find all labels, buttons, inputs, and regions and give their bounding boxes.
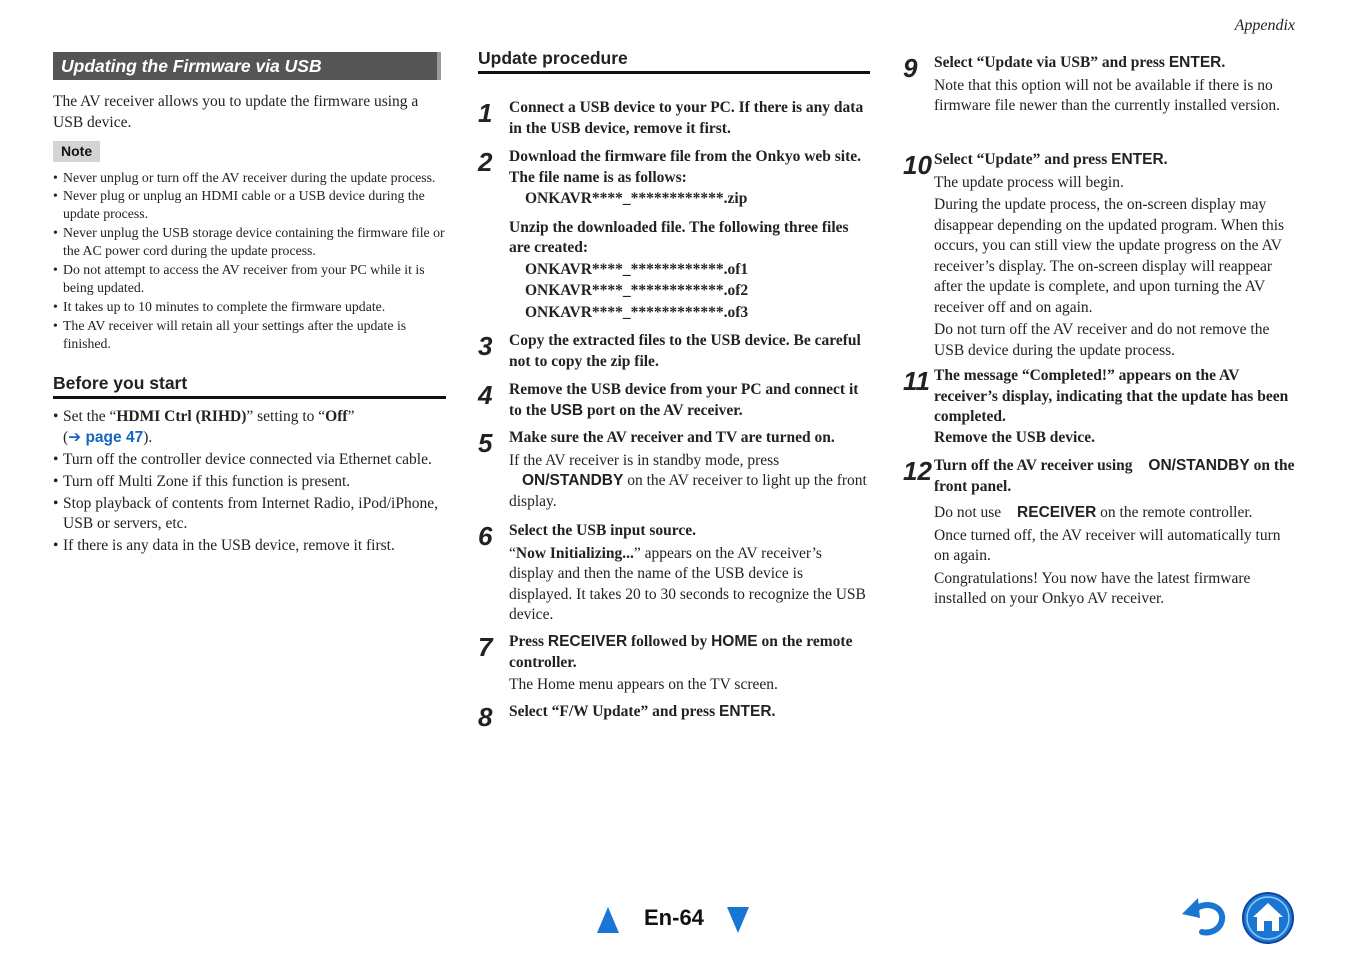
step-number: 10 <box>903 150 932 180</box>
note-label: Note <box>53 141 100 162</box>
step-title: Select “F/W Update” and press ENTER. <box>509 703 776 720</box>
enter-key: ENTER <box>1168 54 1222 71</box>
before-item: • If there is any data in the USB device, remove it first. <box>53 536 446 557</box>
before-item: • Turn off Multi Zone if this function is present. <box>53 472 446 493</box>
step-title: Select “Update via USB” and press ENTER. <box>934 54 1226 71</box>
left-column <box>53 52 446 558</box>
step-2 <box>478 147 870 323</box>
step-body: Note that this option will not be available if there is no firmware file newer than the currently installed version. <box>934 76 1281 114</box>
step-8 <box>478 702 870 732</box>
step-6 <box>478 521 870 626</box>
unzip-instruction: Unzip the downloaded file. The following three files are created: <box>509 218 849 256</box>
step-7 <box>478 632 870 696</box>
step-number: 7 <box>478 632 493 662</box>
step-3 <box>478 331 870 372</box>
before-list <box>53 407 446 557</box>
note-item: • Do not attempt to access the AV receiver from your PC while it is being updated. <box>53 261 446 297</box>
page-47-link[interactable]: ➔ page 47 <box>68 428 144 446</box>
step-1 <box>478 98 870 139</box>
back-arrow-icon[interactable] <box>1180 896 1230 938</box>
update-procedure-heading: Update procedure <box>478 46 870 74</box>
step-body: Once turned off, the AV receiver will automatically turn on again. <box>934 526 1281 564</box>
triangle-down-icon[interactable] <box>727 907 749 933</box>
step-body: Do not use RECEIVER on the remote controller. <box>934 504 1253 521</box>
triangle-up-icon[interactable] <box>597 907 619 933</box>
step-title: The message “Completed!” appears on the AV receiver’s display, indicating that the update has been completed. <box>934 367 1289 425</box>
step-number: 6 <box>478 521 493 551</box>
intro-text: The AV receiver allows you to update the firmware using a USB device. <box>53 93 419 131</box>
page-number: En-64 <box>644 905 704 930</box>
step-number: 3 <box>478 331 493 361</box>
receiver-key: RECEIVER <box>1017 504 1097 521</box>
on-standby-key: ON/STANDBY <box>1148 457 1250 474</box>
step-title: Make sure the AV receiver and TV are turned on. <box>509 429 835 446</box>
step-body: During the update process, the on-screen display may disappear depending on the updated program. When this occurs, you can still view the update progress on the AV receiver’s display. The on-screen display will reappear after the update is complete, and upon turning the AV receiver off and on again. <box>934 196 1285 316</box>
note-item: • The AV receiver will retain all your settings after the update is finished. <box>53 317 446 353</box>
step-12 <box>903 456 1295 610</box>
firmware-file-2: ONKAVR****_************.of2 <box>525 282 749 299</box>
usb-port-key: USB <box>550 401 584 419</box>
step-number: 12 <box>903 456 932 486</box>
step-body: If the AV receiver is in standby mode, press ON/STANDBY on the AV receiver to light up the front display. <box>509 451 867 510</box>
step-number: 11 <box>903 366 930 396</box>
note-item: • Never unplug or turn off the AV receiver during the update process. <box>53 169 446 187</box>
step-number: 1 <box>478 98 493 128</box>
step-title: Turn off the AV receiver using ON/STANDBY on the front panel. <box>934 457 1295 495</box>
before-item: • Turn off the controller device connected via Ethernet cable. <box>53 450 446 471</box>
step-body: Congratulations! You now have the latest firmware installed on your Onkyo AV receiver. <box>934 569 1251 607</box>
step-title: Copy the extracted files to the USB device. Be careful not to copy the zip file. <box>509 332 861 370</box>
step-number: 5 <box>478 428 493 458</box>
note-item: • Never plug or unplug an HDMI cable or a USB device during the update process. <box>53 187 446 223</box>
section-label: Appendix <box>1234 17 1295 34</box>
before-you-start-heading: Before you start <box>53 371 446 399</box>
step-11 <box>903 366 1295 448</box>
step-body: “Now Initializing...” appears on the AV receiver’s display and then the name of the USB device is displayed. It takes 20 to 30 seconds to recognize the USB device. <box>509 544 866 623</box>
home-key: HOME <box>711 633 758 650</box>
step-title: Download the firmware file from the Onkyo web site. The file name is as follows: <box>509 148 862 186</box>
before-item: • Set the “HDMI Ctrl (RIHD)” setting to “Off” (➔ page 47). <box>53 407 446 448</box>
receiver-key: RECEIVER <box>547 633 628 650</box>
step-body: The update process will begin. <box>934 173 1124 191</box>
note-item: • Never unplug the USB storage device containing the firmware file or the AC power cord during the update process. <box>53 224 446 260</box>
zip-filename: ONKAVR****_************.zip <box>525 190 748 207</box>
note-item: • It takes up to 10 minutes to complete the firmware update. <box>53 298 446 316</box>
step-5 <box>478 428 870 512</box>
step-title: Remove the USB device. <box>934 428 1095 446</box>
step-title: Press RECEIVER followed by HOME on the remote controller. <box>509 633 853 671</box>
step-number: 9 <box>903 53 918 83</box>
step-body: Do not turn off the AV receiver and do not remove the USB device during the update process. <box>934 321 1270 359</box>
note-list <box>53 169 446 354</box>
step-title: Connect a USB device to your PC. If there is any data in the USB device, remove it first. <box>509 99 864 137</box>
home-icon[interactable] <box>1241 891 1295 945</box>
step-number: 8 <box>478 702 493 732</box>
step-10 <box>903 150 1295 361</box>
on-standby-key: ON/STANDBY <box>522 472 624 489</box>
step-number: 2 <box>478 147 493 177</box>
step-number: 4 <box>478 380 493 410</box>
section-banner: Updating the Firmware via USB <box>53 52 441 80</box>
step-title: Select the USB input source. <box>509 522 697 539</box>
step-title: Remove the USB device from your PC and connect it to the USB port on the AV receiver. <box>509 381 859 419</box>
enter-key: ENTER <box>1111 151 1164 168</box>
firmware-file-1: ONKAVR****_************.of1 <box>525 260 749 278</box>
firmware-file-3: ONKAVR****_************.of3 <box>525 303 749 321</box>
step-4 <box>478 380 870 421</box>
step-9 <box>903 53 1295 117</box>
before-item: • Stop playback of contents from Internet Radio, iPod/iPhone, USB or servers, etc. <box>53 494 446 535</box>
enter-key: ENTER <box>718 703 772 720</box>
step-body: The Home menu appears on the TV screen. <box>509 676 778 693</box>
step-title: Select “Update” and press ENTER. <box>934 151 1168 168</box>
